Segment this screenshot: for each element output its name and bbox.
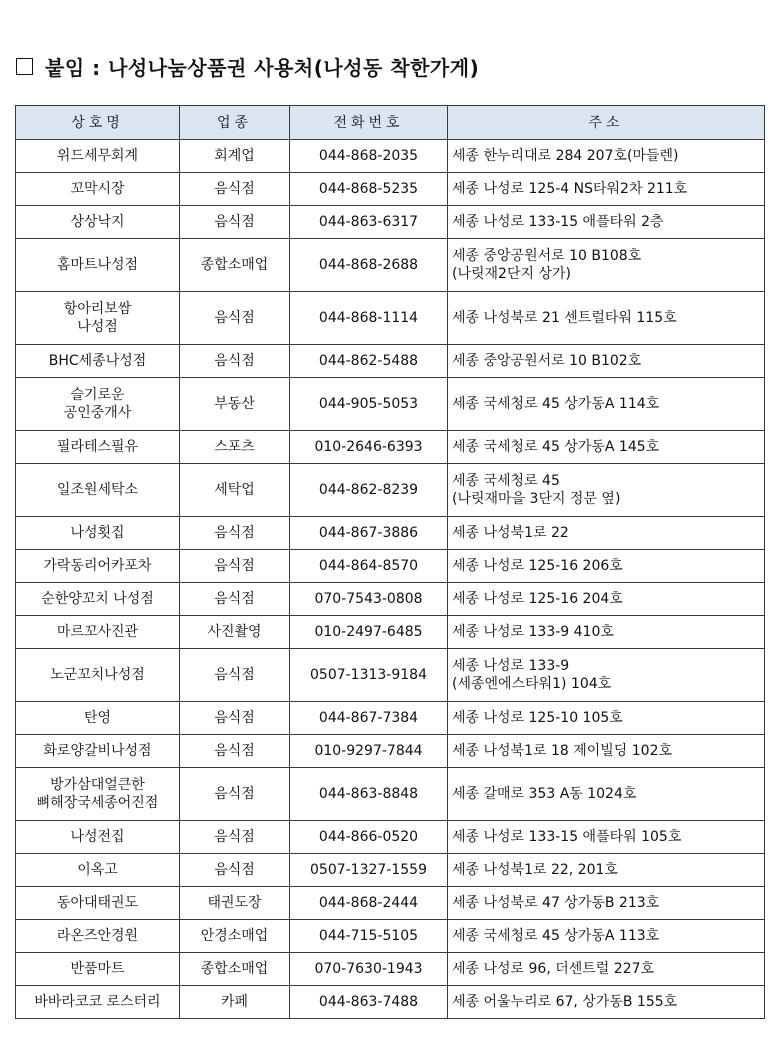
- cell-business-type: 음식점: [180, 702, 290, 735]
- table-row: [16, 173, 765, 206]
- store-name-text: BHC세종나성점: [48, 353, 147, 369]
- table-row: [16, 550, 765, 583]
- cell-phone: 044-868-2444: [290, 887, 448, 920]
- store-name-text: 노군꼬치나성점: [50, 667, 145, 683]
- cell-phone: 044-862-8239: [290, 464, 448, 517]
- table-row: [16, 378, 765, 431]
- cell-phone: 044-862-5488: [290, 345, 448, 378]
- cell-business-type: 음식점: [180, 768, 290, 821]
- cell-phone: 044-715-5105: [290, 920, 448, 953]
- cell-store-name: [16, 292, 180, 345]
- cell-address: 세종 중앙공원서로 10 B102호: [448, 345, 765, 378]
- cell-address: 세종 국세청로 45 (나릿재마을 3단지 정문 옆): [448, 464, 765, 517]
- table-row: [16, 616, 765, 649]
- table-row: [16, 464, 765, 517]
- cell-address: 세종 나성로 133-9 (세종엔에스타워1) 104호: [448, 649, 765, 702]
- store-name-text: 라온즈안경원: [56, 928, 139, 944]
- cell-store-name: [16, 206, 180, 239]
- store-name-text: 나성횟집: [70, 525, 125, 541]
- cell-address: 세종 나성북1로 22, 201호: [448, 854, 765, 887]
- cell-business-type: 음식점: [180, 735, 290, 768]
- table-row: [16, 986, 765, 1019]
- table-body: [16, 140, 765, 1019]
- cell-address: 세종 나성로 133-9 410호: [448, 616, 765, 649]
- cell-store-name: [16, 821, 180, 854]
- cell-address: 세종 국세청로 45 상가동A 114호: [448, 378, 765, 431]
- header-business-type: 업종: [180, 106, 290, 140]
- cell-phone: 044-864-8570: [290, 550, 448, 583]
- cell-phone: 0507-1327-1559: [290, 854, 448, 887]
- table-header-row: [16, 106, 765, 140]
- cell-address: 세종 나성로 133-15 애플타워 2층: [448, 206, 765, 239]
- cell-business-type: 음식점: [180, 649, 290, 702]
- store-name-text: 마르꼬사진관: [56, 624, 139, 640]
- cell-phone: 044-868-2035: [290, 140, 448, 173]
- cell-address: 세종 한누리대로 284 207호(마들렌): [448, 140, 765, 173]
- cell-business-type: 스포츠: [180, 431, 290, 464]
- header-address: 주소: [448, 106, 765, 140]
- cell-address: 세종 갈매로 353 A동 1024호: [448, 768, 765, 821]
- cell-store-name: [16, 953, 180, 986]
- cell-business-type: 종합소매업: [180, 953, 290, 986]
- table-row: [16, 768, 765, 821]
- cell-address: 세종 중앙공원서로 10 B108호 (나릿재2단지 상가): [448, 239, 765, 292]
- cell-address: 세종 나성로 125-10 105호: [448, 702, 765, 735]
- cell-store-name: [16, 986, 180, 1019]
- cell-business-type: 음식점: [180, 345, 290, 378]
- store-name-text: 꼬막시장: [70, 181, 125, 197]
- cell-store-name: [16, 887, 180, 920]
- table-row: [16, 239, 765, 292]
- cell-phone: 044-905-5053: [290, 378, 448, 431]
- store-name-text: 나성전집: [70, 829, 125, 845]
- cell-business-type: 음식점: [180, 517, 290, 550]
- cell-business-type: 안경소매업: [180, 920, 290, 953]
- store-name-text: 바바라코코 로스터리: [34, 994, 161, 1010]
- table-row: [16, 735, 765, 768]
- cell-phone: 044-866-0520: [290, 821, 448, 854]
- cell-phone: 044-863-7488: [290, 986, 448, 1019]
- store-name-text: 이옥고: [77, 862, 118, 878]
- store-name-text: 상상낙지: [70, 214, 125, 230]
- cell-phone: 044-867-7384: [290, 702, 448, 735]
- store-name-text: 항아리보쌈 나성점: [63, 301, 132, 335]
- cell-business-type: 부동산: [180, 378, 290, 431]
- cell-store-name: [16, 616, 180, 649]
- cell-address: 세종 국세청로 45 상가동A 113호: [448, 920, 765, 953]
- cell-phone: 044-868-5235: [290, 173, 448, 206]
- cell-phone: 044-863-8848: [290, 768, 448, 821]
- cell-address: 세종 나성로 96, 더센트럴 227호: [448, 953, 765, 986]
- cell-phone: 044-863-6317: [290, 206, 448, 239]
- cell-business-type: 태권도장: [180, 887, 290, 920]
- empty-square-icon: [16, 58, 33, 75]
- cell-business-type: 회계업: [180, 140, 290, 173]
- cell-address: 세종 나성북1로 18 제이빌딩 102호: [448, 735, 765, 768]
- store-name-text: 홈마트나성점: [56, 257, 139, 273]
- store-name-text: 화로양갈비나성점: [43, 743, 152, 759]
- store-name-text: 필라테스필유: [56, 439, 139, 455]
- cell-store-name: [16, 345, 180, 378]
- cell-address: 세종 나성로 125-16 206호: [448, 550, 765, 583]
- cell-address: 세종 나성북1로 22: [448, 517, 765, 550]
- store-name-text: 동아대태권도: [56, 895, 139, 911]
- cell-phone: 010-2497-6485: [290, 616, 448, 649]
- cell-store-name: [16, 550, 180, 583]
- table-row: [16, 887, 765, 920]
- cell-phone: 010-9297-7844: [290, 735, 448, 768]
- store-name-text: 순한양꼬치 나성점: [41, 591, 154, 607]
- table-row: [16, 140, 765, 173]
- store-name-text: 위드세무회계: [56, 148, 139, 164]
- store-table: [15, 105, 765, 1019]
- cell-phone: 070-7630-1943: [290, 953, 448, 986]
- cell-address: 세종 나성로 125-4 NS타워2차 211호: [448, 173, 765, 206]
- table-row: [16, 920, 765, 953]
- page-title: 붙임 : 나성나눔상품권 사용처(나성동 착한가게): [45, 55, 480, 80]
- cell-phone: 044-867-3886: [290, 517, 448, 550]
- cell-business-type: 음식점: [180, 173, 290, 206]
- cell-store-name: [16, 735, 180, 768]
- cell-store-name: [16, 854, 180, 887]
- cell-phone: 070-7543-0808: [290, 583, 448, 616]
- cell-business-type: 음식점: [180, 292, 290, 345]
- cell-business-type: 음식점: [180, 854, 290, 887]
- table-row: [16, 953, 765, 986]
- table-row: [16, 702, 765, 735]
- cell-store-name: [16, 702, 180, 735]
- cell-business-type: 음식점: [180, 550, 290, 583]
- cell-store-name: [16, 464, 180, 517]
- cell-business-type: 세탁업: [180, 464, 290, 517]
- cell-address: 세종 나성로 125-16 204호: [448, 583, 765, 616]
- cell-store-name: [16, 649, 180, 702]
- cell-address: 세종 어울누리로 67, 상가동B 155호: [448, 986, 765, 1019]
- cell-store-name: [16, 239, 180, 292]
- cell-store-name: [16, 431, 180, 464]
- store-name-text: 반품마트: [70, 961, 125, 977]
- header-store-name: 상호명: [16, 106, 180, 140]
- cell-business-type: 음식점: [180, 583, 290, 616]
- cell-store-name: [16, 517, 180, 550]
- page-heading: [16, 48, 479, 84]
- cell-store-name: [16, 173, 180, 206]
- cell-phone: 0507-1313-9184: [290, 649, 448, 702]
- table-row: [16, 517, 765, 550]
- store-name-text: 방가삼대얼큰한 뼈해장국세종어진점: [36, 777, 159, 811]
- cell-business-type: 종합소매업: [180, 239, 290, 292]
- table-row: [16, 345, 765, 378]
- cell-address: 세종 나성북로 47 상가동B 213호: [448, 887, 765, 920]
- cell-address: 세종 나성북로 21 센트럴타워 115호: [448, 292, 765, 345]
- cell-business-type: 음식점: [180, 206, 290, 239]
- table-row: [16, 583, 765, 616]
- store-name-text: 가락동리어카포차: [43, 558, 152, 574]
- table-row: [16, 649, 765, 702]
- cell-address: 세종 국세청로 45 상가동A 145호: [448, 431, 765, 464]
- store-name-text: 일조원세탁소: [56, 482, 139, 498]
- store-name-text: 슬기로운 공인중개사: [63, 387, 132, 421]
- cell-business-type: 카페: [180, 986, 290, 1019]
- cell-phone: 010-2646-6393: [290, 431, 448, 464]
- table-row: [16, 206, 765, 239]
- table-row: [16, 821, 765, 854]
- cell-store-name: [16, 768, 180, 821]
- cell-phone: 044-868-2688: [290, 239, 448, 292]
- cell-business-type: 음식점: [180, 821, 290, 854]
- table-row: [16, 431, 765, 464]
- store-name-text: 탄영: [83, 710, 112, 726]
- cell-store-name: [16, 583, 180, 616]
- cell-address: 세종 나성로 133-15 애플타워 105호: [448, 821, 765, 854]
- table-row: [16, 854, 765, 887]
- cell-store-name: [16, 920, 180, 953]
- cell-business-type: 사진촬영: [180, 616, 290, 649]
- header-phone: 전화번호: [290, 106, 448, 140]
- cell-phone: 044-868-1114: [290, 292, 448, 345]
- cell-store-name: [16, 140, 180, 173]
- table-row: [16, 292, 765, 345]
- cell-store-name: [16, 378, 180, 431]
